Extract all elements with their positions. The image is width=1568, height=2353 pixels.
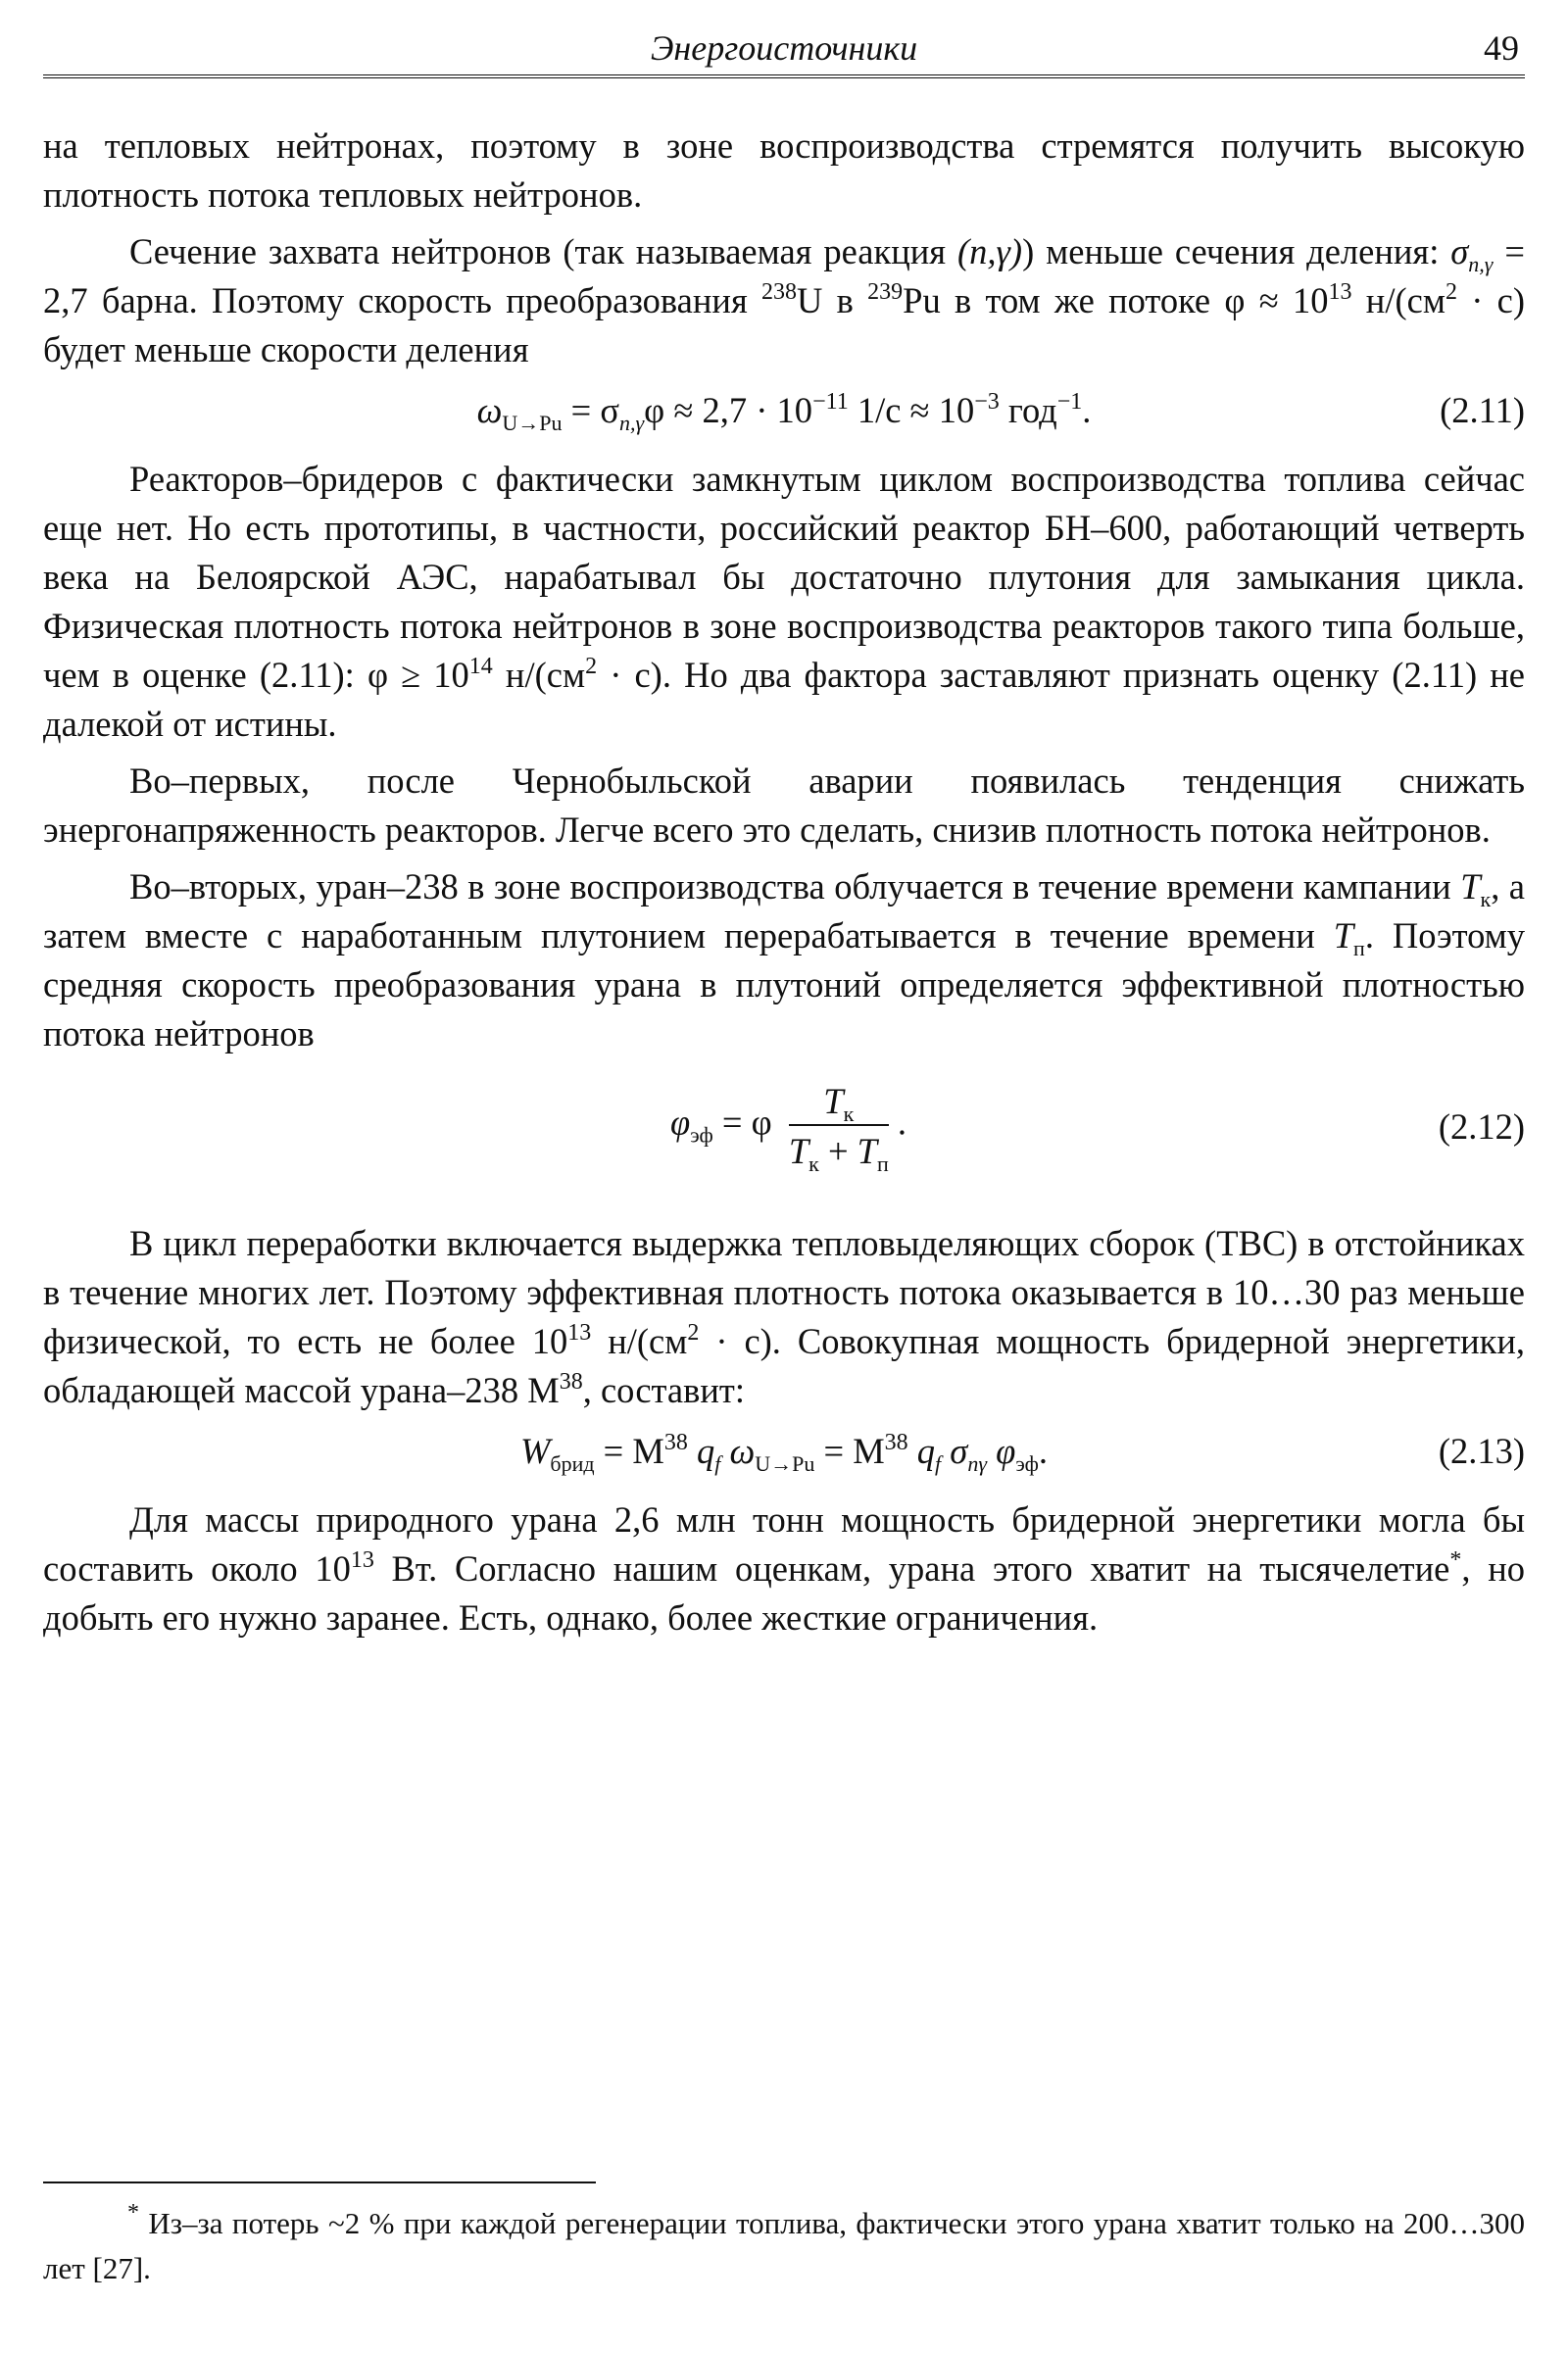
page-number: 49	[1484, 28, 1519, 68]
equation-2-12: $\varphi_{эф} = \varphi$ $\frac{T_к}{T_к + T_п}$ . (2.12)	[670, 1081, 1525, 1176]
body-text	[43, 122, 1525, 1642]
paragraph-4: Во–первых, после Чернобыльской аварии появилась тенденция снижать энергонапряженность реакторов. Легче всего это сделать, снизив плотность потока нейтронов.	[43, 760, 1525, 850]
equation-2-13: $W_{брид} = M^{38}$ $q_f$ $\omega_{U\to Pu} = M^{38}$ $q_f$ $\sigma_{n\gamma}$ $\varphi_{эф}$. (2.13)	[43, 1415, 1525, 1488]
footnote-marker: *	[1449, 1547, 1462, 1573]
paragraph-1: на тепловых нейтронах, поэтому в зоне воспроизводства стремятся получить высокую плотность потока тепловых нейтронов.	[43, 125, 1525, 215]
reaction-notation: (n,γ)	[957, 231, 1023, 271]
footnote-divider	[43, 2181, 596, 2183]
equation-2-11: $\omega_{U\to Pu} = \sigma_{n,\gamma}\varphi \approx 2,7 \cdot 10^{-11}$ $1/с \approx 10^{-3}$ год$^{-1}$. (2.11)	[43, 374, 1525, 447]
equation-number: (2.13)	[1438, 1431, 1525, 1471]
equation-number: (2.11)	[1440, 390, 1525, 430]
footnote: * Из–за потерь ~2 % при каждой регенерации топлива, фактически этого урана хватит только на 200…300 лет [27].	[43, 2200, 1525, 2285]
paragraph-3: Реакторов–бридеров с фактически замкнутым циклом воспроизводства топлива сейчас еще нет. Но есть прототипы, в частности, российский реактор БН–600, работающий четверть века на Белоярской АЭС, нарабатывал бы достаточно плутония для замыкания цикла. Физическая плотность потока нейтронов в зоне воспроизводства реакторов такого типа больше, чем в оценке (2.11): $\varphi \ge 10^{14}$ $н/(см^2 \cdot с)$. Но два фактора заставляют признать оценку (2.11) не далекой от истины.	[43, 459, 1525, 744]
equation-number: (2.12)	[1438, 1106, 1525, 1147]
paragraph-2: Сечение захвата нейтронов (так называемая реакция (n,γ)) меньше сечения деления: $\sigma_{n,\gamma} = 2,7$ барна. Поэтому скорость преобразования $^{238}$U в $^{239}$Pu в том же потоке $\varphi \approx 10^{13}$ $н/(см^2 \cdot с)$ будет меньше скорости деления	[43, 231, 1525, 369]
running-header	[43, 25, 1525, 78]
paragraph-5: Во–вторых, уран–238 в зоне воспроизводства облучается в течение времени кампании $T_к$, а затем вместе с наработанным плутонием перерабатывается в течение времени $T_п$. Поэтому средняя скорость преобразования урана в плутоний определяется эффективной плотностью потока нейтронов	[43, 866, 1525, 1054]
footnote-mark: *	[127, 2200, 139, 2226]
running-title: Энергоисточники	[650, 28, 918, 68]
paragraph-6: В цикл переработки включается выдержка тепловыделяющих сборок (ТВС) в отстойниках в течение многих лет. Поэтому эффективная плотность потока оказывается в 10…30 раз меньше физической, то есть не более $10^{13}$ $н/(см^2 \cdot с)$. Совокупная мощность бридерной энергетики, обладающей массой урана–238 $M^{38}$, составит:	[43, 1223, 1526, 1410]
paragraph-7: Для массы природного урана 2,6 млн тонн мощность бридерной энергетики могла бы составить около $10^{13}$ Вт. Согласно нашим оценкам, урана этого хватит на тысячелетие*, но добыть его нужно заранее. Есть, однако, более жесткие ограничения.	[43, 1499, 1525, 1638]
fraction: $\frac{T_к}{T_к + T_п}$	[788, 1081, 889, 1176]
